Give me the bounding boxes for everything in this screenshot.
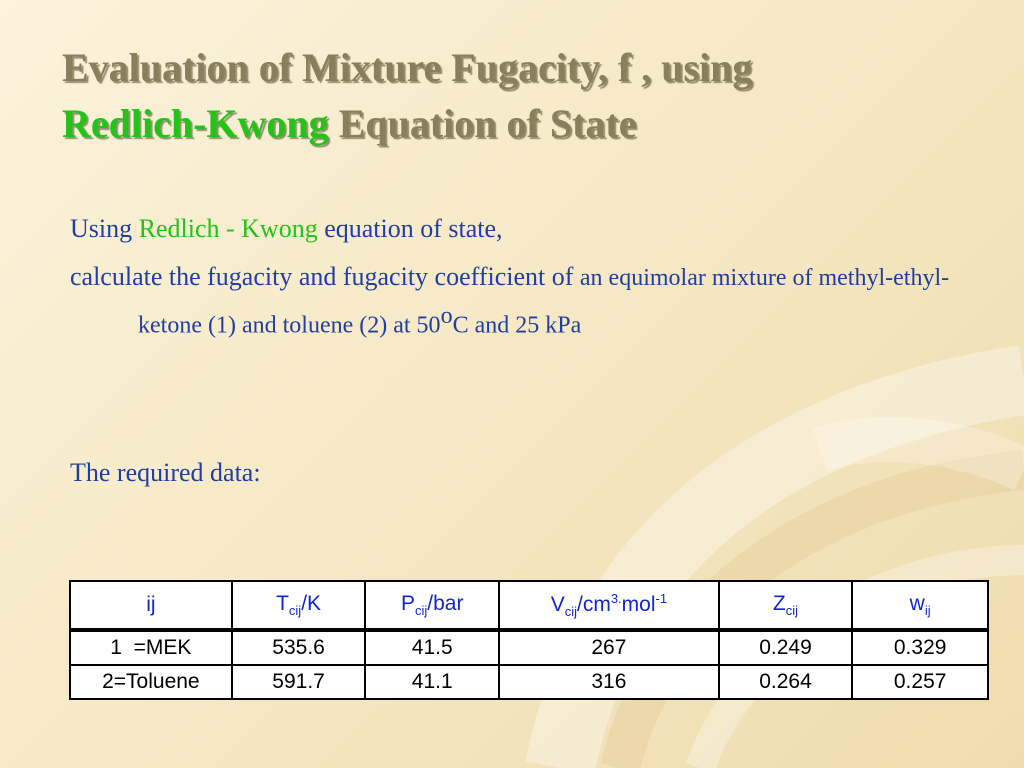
properties-table (69, 580, 989, 700)
intro-line1 (70, 210, 990, 248)
slide-title (62, 40, 1002, 152)
header-vc: $V_{cij}/cm^{3.}mol^{-1}$ (499, 581, 719, 630)
cell-vc: 316 (499, 665, 719, 699)
intro-line2-sup: o (440, 303, 453, 329)
required-data-label: The required data: (70, 458, 261, 487)
table-row (70, 665, 988, 699)
cell-vc: 267 (499, 630, 719, 665)
header-zc: $Z_{cij}$ (719, 581, 853, 630)
table-header-row (70, 581, 988, 630)
cell-ij: 2=Toluene (70, 665, 232, 699)
intro-line2-b: an equimolar mixture of methyl-ethyl-ketone (1) and toluene (2) at 50 (138, 265, 950, 339)
intro-line2 (70, 258, 990, 345)
title-part2: Equation of State (328, 101, 637, 146)
intro-line1-a: Using (70, 214, 139, 243)
intro-line2-a: calculate the fugacity and fugacity coefficient of (70, 262, 580, 291)
cell-omega: 0.257 (852, 665, 988, 699)
cell-zc: 0.264 (719, 665, 853, 699)
title-highlight: Redlich-Kwong (62, 101, 329, 146)
intro-line1-b: equation of state, (317, 214, 503, 243)
header-tc: $T_{cij}/K$ (232, 581, 366, 630)
cell-ij: 1 =MEK (70, 630, 232, 665)
header-pc: $P_{cij}$/bar (365, 581, 499, 630)
cell-pc: 41.5 (365, 630, 499, 665)
header-ij: ij (70, 581, 232, 630)
table-row (70, 630, 988, 665)
header-omega: $w_{ij}$ (852, 581, 988, 630)
cell-tc: 591.7 (232, 665, 366, 699)
title-part1: Evaluation of Mixture Fugacity, f , using (62, 45, 753, 90)
cell-omega: 0.329 (852, 630, 988, 665)
cell-tc: 535.6 (232, 630, 366, 665)
cell-pc: 41.1 (365, 665, 499, 699)
intro-line1-green: Redlich - Kwong (138, 214, 318, 243)
intro-text (70, 210, 990, 345)
cell-zc: 0.249 (719, 630, 853, 665)
intro-line2-c: C and 25 kPa (452, 312, 582, 339)
